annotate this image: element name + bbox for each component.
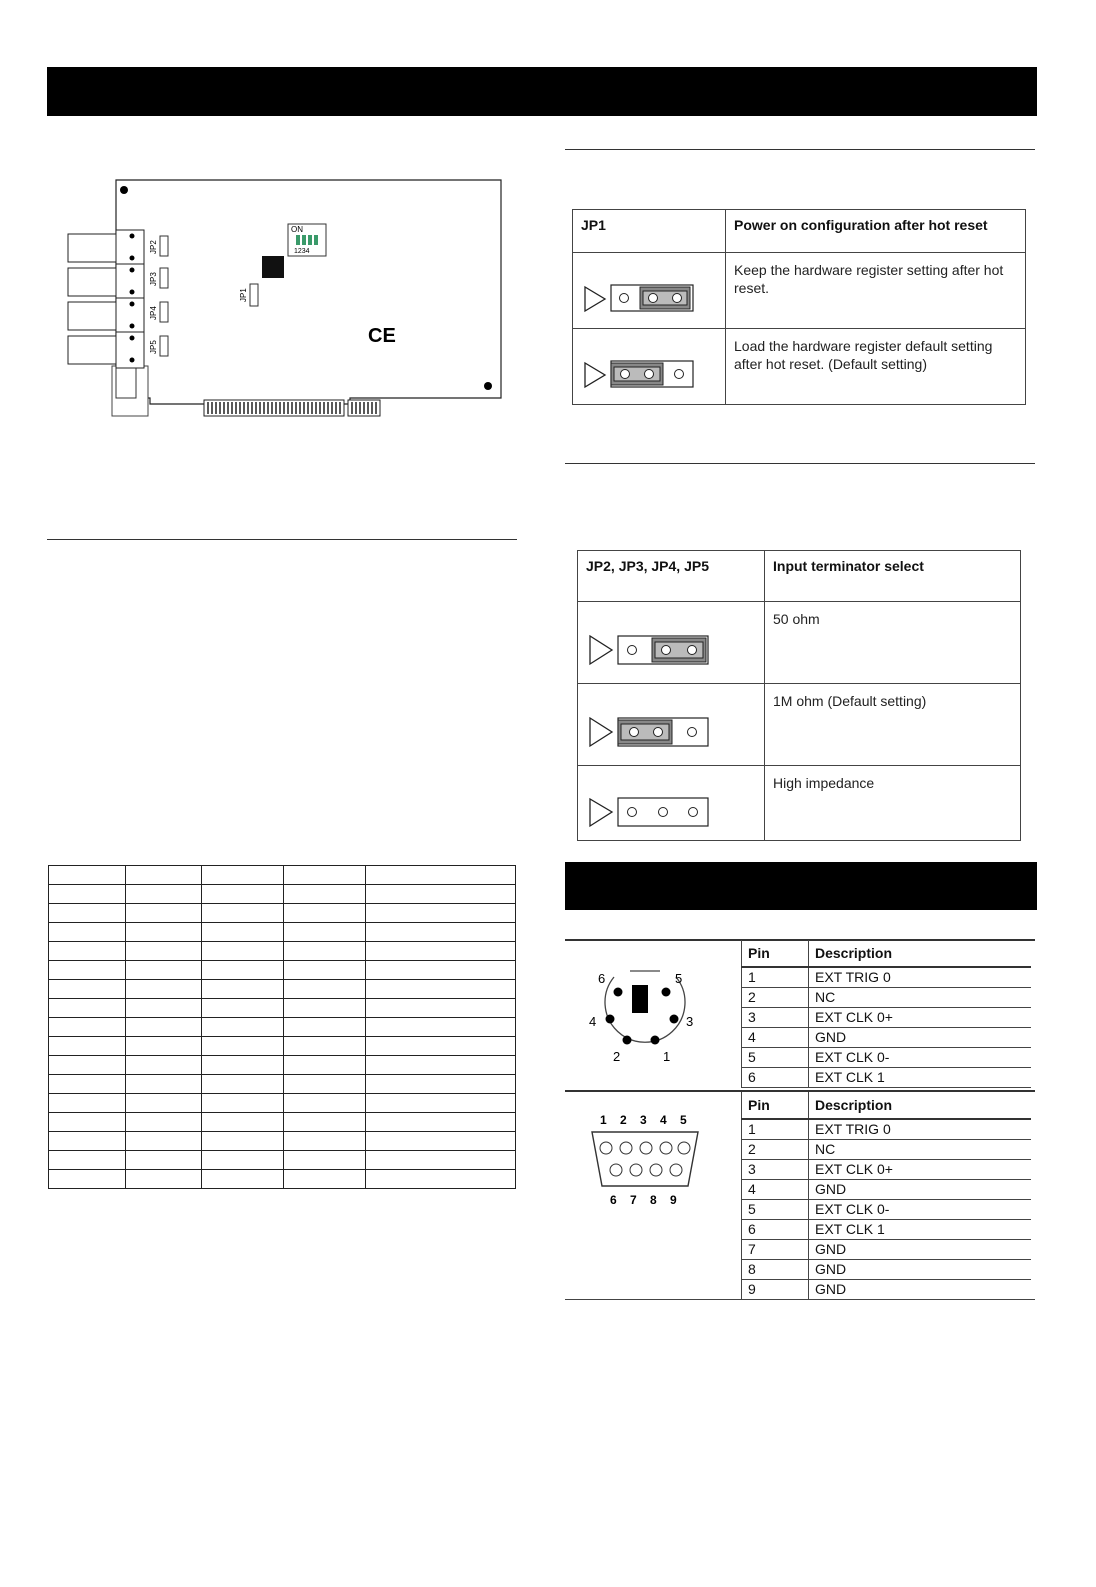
db9-top-numbers: 1 2 3 4 5 [600,1113,692,1127]
table-cell [284,1075,366,1094]
jp1-label: JP1 [239,288,248,302]
table-cell [202,1132,284,1151]
table-cell [49,885,126,904]
table-cell [125,980,202,999]
section-rule-right-1 [565,149,1035,150]
db9-pin-description: GND [809,1260,1032,1280]
din-pin-number: 2 [742,988,809,1008]
table-cell [202,1037,284,1056]
table-row [49,1132,516,1151]
table-cell [365,866,515,885]
db9-pin-number: 7 [742,1240,809,1260]
top-header-bar [47,67,1037,116]
terminator-row-2-desc: 1M ohm (Default setting) [765,684,1021,766]
table-cell [125,1151,202,1170]
bnc-connectors [68,230,144,368]
table-cell [125,1037,202,1056]
dip-number-label: 1234 [294,248,310,255]
jp2-label: JP2 [149,240,158,254]
table-cell [125,1170,202,1189]
table-cell [284,1094,366,1113]
table-cell [365,1094,515,1113]
terminator-header-col2: Input terminator select [765,551,1021,602]
db9-header-pin: Pin [742,1092,809,1119]
table-cell [365,980,515,999]
table-row [742,1068,1032,1088]
table-cell [49,942,126,961]
table-cell [49,1056,126,1075]
table-cell [125,923,202,942]
din-pin-number: 3 [742,1008,809,1028]
table-cell [202,961,284,980]
table-cell [202,1018,284,1037]
table-row [49,866,516,885]
din-pin-2-label: 2 [613,1049,621,1064]
table-row [742,1048,1032,1068]
table-row [49,1056,516,1075]
db9-pin-number: 3 [742,1160,809,1180]
table-cell [202,866,284,885]
jumper-graphic-pins-1-2 [573,329,726,405]
table-cell [49,923,126,942]
din-header-pin: Pin [742,940,809,967]
table-cell [49,1075,126,1094]
table-cell [365,904,515,923]
table-cell [49,1037,126,1056]
table-cell [125,1056,202,1075]
table-cell [284,1018,366,1037]
table-cell [284,1170,366,1189]
din-pin-number: 6 [742,1068,809,1088]
table-row [742,1140,1032,1160]
jp3-label: JP3 [149,272,158,286]
din-pin-5-label: 5 [675,971,683,986]
table-cell [125,1094,202,1113]
table-row [49,961,516,980]
table-cell [125,904,202,923]
table-cell [49,1132,126,1151]
table-cell [49,1018,126,1037]
table-cell [125,1113,202,1132]
table-cell [202,904,284,923]
table-row [49,1075,516,1094]
table-cell [125,866,202,885]
table-cell [202,1075,284,1094]
din-pin-4-label: 4 [589,1014,597,1029]
table-cell [284,1037,366,1056]
table-cell [284,1056,366,1075]
db9-pin-description: GND [809,1280,1032,1300]
table-row [742,988,1032,1008]
table-cell [284,1132,366,1151]
db9-pin-number: 9 [742,1280,809,1300]
table-cell [202,1170,284,1189]
table-cell [365,1113,515,1132]
table-cell [202,942,284,961]
table-cell [125,942,202,961]
board-diagram [58,172,510,434]
table-cell [284,1113,366,1132]
din-pin-number: 4 [742,1028,809,1048]
din-pin-1-label: 1 [663,1049,671,1064]
din-pin-6-label: 6 [598,971,606,986]
table-cell [49,961,126,980]
table-row [742,1220,1032,1240]
table-cell [125,999,202,1018]
table-cell [125,885,202,904]
table-cell [202,980,284,999]
db9-pin-number: 6 [742,1220,809,1240]
table-cell [365,999,515,1018]
table-row [742,1200,1032,1220]
din-pin-description: EXT CLK 0- [809,1048,1032,1068]
table-cell [284,961,366,980]
table-cell [49,1113,126,1132]
table-cell [202,1113,284,1132]
db9-pin-number: 5 [742,1200,809,1220]
jp1-table [572,209,1026,405]
table-row [49,1037,516,1056]
table-row [49,885,516,904]
terminator-header-col1: JP2, JP3, JP4, JP5 [578,551,765,602]
table-cell [125,961,202,980]
table-cell [125,1018,202,1037]
table-row [742,1240,1032,1260]
table-row [742,1028,1032,1048]
table-cell [202,1151,284,1170]
table-cell [202,1094,284,1113]
table-row [742,1008,1032,1028]
blank-pin-table [48,865,516,1189]
table-cell [125,1132,202,1151]
table-cell [365,1075,515,1094]
table-cell [202,923,284,942]
table-row [742,1119,1032,1140]
table-row [49,1113,516,1132]
table-cell [365,885,515,904]
table-cell [365,1056,515,1075]
jp1-header-col1: JP1 [573,210,726,253]
section-rule-left [47,539,517,540]
table-row [742,967,1032,988]
pin-assignment-header-bar [565,862,1037,910]
jumper-graphic-pins-2-3 [573,253,726,329]
din-pin-description: EXT TRIG 0 [809,967,1032,988]
table-cell [284,923,366,942]
table-cell [284,1151,366,1170]
table-cell [49,866,126,885]
table-cell [284,904,366,923]
table-cell [202,1056,284,1075]
jp1-row-1-desc: Keep the hardware register setting after hot reset. [726,253,1026,329]
jp4-label: JP4 [149,306,158,320]
table-cell [365,1018,515,1037]
table-cell [125,1075,202,1094]
db9-connector-diagram [588,1110,708,1210]
db9-bottom-rule [565,1299,1035,1300]
table-row [49,1151,516,1170]
din-pin-number: 5 [742,1048,809,1068]
db9-pin-table [741,1092,1031,1300]
db9-header-desc: Description [809,1092,1032,1119]
table-row [742,1280,1032,1300]
jumper-graphic-50-ohm [578,602,765,684]
db9-pin-description: EXT CLK 0+ [809,1160,1032,1180]
table-cell [49,904,126,923]
din-pin-description: NC [809,988,1032,1008]
table-cell [365,961,515,980]
din-pin-number: 1 [742,967,809,988]
table-cell [49,999,126,1018]
db9-pin-description: NC [809,1140,1032,1160]
table-cell [284,980,366,999]
terminator-row-1-desc: 50 ohm [765,602,1021,684]
din-pin-3-label: 3 [686,1014,694,1029]
table-cell [202,999,284,1018]
jumper-graphic-1m-ohm [578,684,765,766]
din-pin-description: GND [809,1028,1032,1048]
db9-pin-number: 4 [742,1180,809,1200]
table-cell [365,923,515,942]
table-cell [365,1151,515,1170]
db9-pin-description: GND [809,1240,1032,1260]
din-pin-description: EXT CLK 0+ [809,1008,1032,1028]
table-cell [365,942,515,961]
table-row [742,1160,1032,1180]
db9-pin-number: 1 [742,1119,809,1140]
table-row [49,923,516,942]
din-pin-description: EXT CLK 1 [809,1068,1032,1088]
dip-on-label: ON [291,225,303,234]
table-cell [202,885,284,904]
table-cell [49,1094,126,1113]
db9-pin-description: EXT CLK 0- [809,1200,1032,1220]
section-rule-right-2 [565,463,1035,464]
din-header-desc: Description [809,940,1032,967]
din-connector-diagram [580,963,708,1067]
table-cell [49,1151,126,1170]
table-cell [284,999,366,1018]
table-cell [365,1037,515,1056]
db9-pin-number: 8 [742,1260,809,1280]
terminator-table [577,550,1021,841]
db9-bottom-numbers: 6 7 8 9 [610,1193,682,1207]
table-cell [49,980,126,999]
jp5-label: JP5 [149,340,158,354]
table-row [49,942,516,961]
table-row [49,904,516,923]
db9-pin-number: 2 [742,1140,809,1160]
table-cell [49,1170,126,1189]
din-pin-table [741,940,1031,1088]
jumper-graphic-high-impedance [578,766,765,841]
table-cell [365,1132,515,1151]
table-row [49,999,516,1018]
table-row [49,1018,516,1037]
table-row [49,1170,516,1189]
db9-pin-description: EXT TRIG 0 [809,1119,1032,1140]
terminator-row-3-desc: High impedance [765,766,1021,841]
table-row [742,1180,1032,1200]
table-row [49,980,516,999]
jp1-row-2-desc: Load the hardware register default setting after hot reset. (Default setting) [726,329,1026,405]
table-row [49,1094,516,1113]
table-cell [365,1170,515,1189]
ce-mark: CE [368,325,396,347]
db9-pin-description: GND [809,1180,1032,1200]
table-cell [284,885,366,904]
table-row [742,1260,1032,1280]
db9-pin-description: EXT CLK 1 [809,1220,1032,1240]
jp1-header-col2: Power on configuration after hot reset [726,210,1026,253]
table-cell [284,866,366,885]
table-cell [284,942,366,961]
